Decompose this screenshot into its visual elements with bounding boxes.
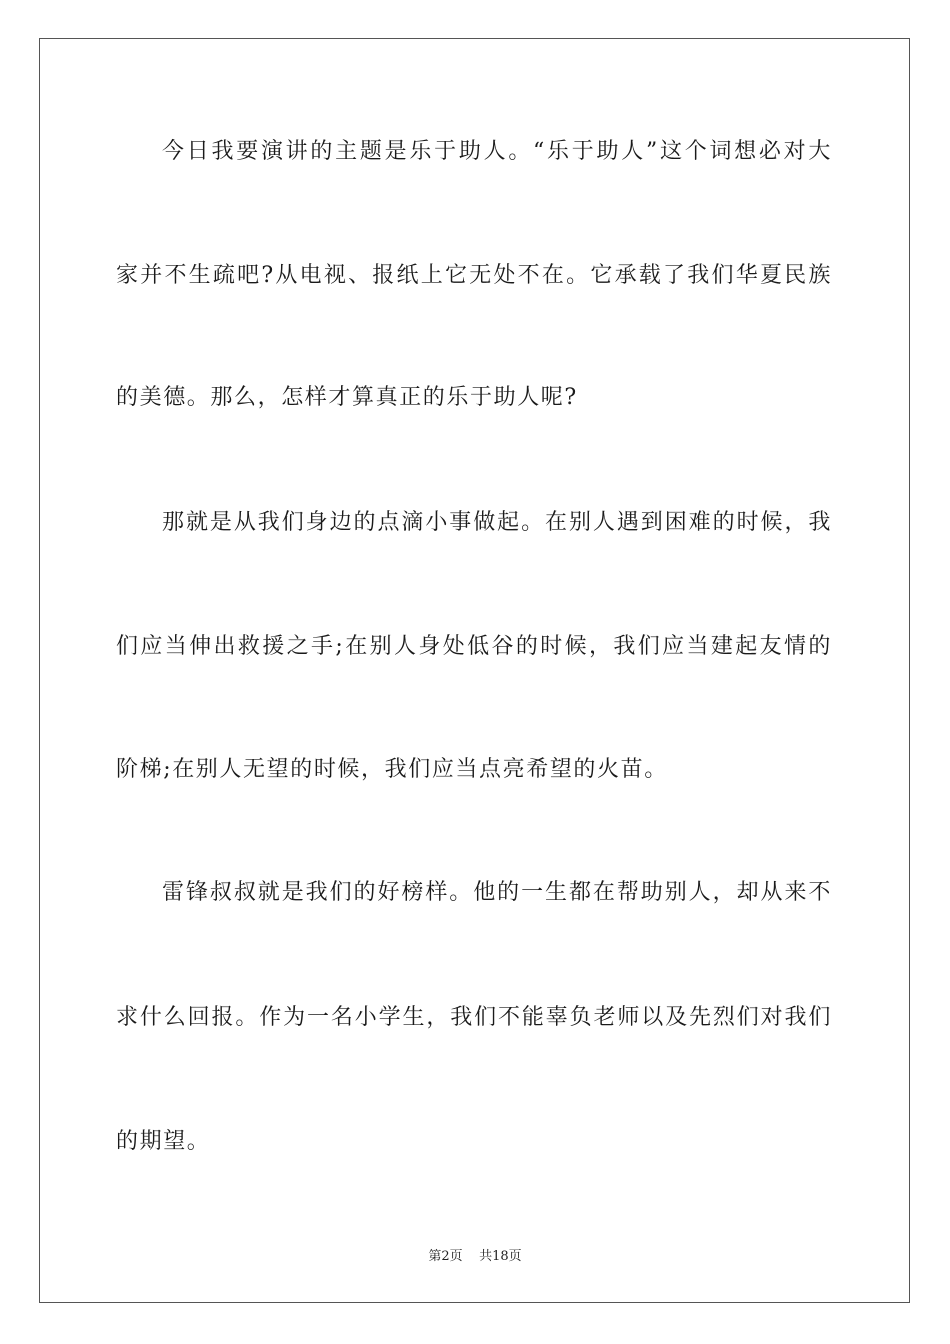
paragraph-2-line-1: 那就是从我们身边的点滴小事做起。在别人遇到困难的时候，我: [162, 510, 832, 535]
paragraph-3-line-2: 求什么回报。作为一名小学生，我们不能辜负老师以及先烈们对我们: [116, 1005, 832, 1030]
paragraph-3-line-1: 雷锋叔叔就是我们的好榜样。他的一生都在帮助别人，却从来不: [162, 880, 832, 905]
page-total: 共18页: [479, 1249, 522, 1264]
paragraph-2-line-2: 们应当伸出救援之手;在别人身处低谷的时候，我们应当建起友情的: [116, 634, 832, 659]
paragraph-3-line-3: 的期望。: [116, 1129, 211, 1154]
page-footer: [0, 1248, 950, 1266]
paragraph-1-line-1: 今日我要演讲的主题是乐于助人。“乐于助人”这个词想必对大: [162, 139, 832, 164]
page-frame: [39, 38, 910, 1303]
paragraph-1-line-3: 的美德。那么，怎样才算真正的乐于助人呢?: [116, 385, 578, 410]
paragraph-2-line-3: 阶梯;在别人无望的时候，我们应当点亮希望的火苗。: [116, 757, 668, 782]
paragraph-1-line-2: 家并不生疏吧?从电视、报纸上它无处不在。它承载了我们华夏民族: [116, 263, 832, 288]
page-number: 第2页: [428, 1249, 463, 1264]
